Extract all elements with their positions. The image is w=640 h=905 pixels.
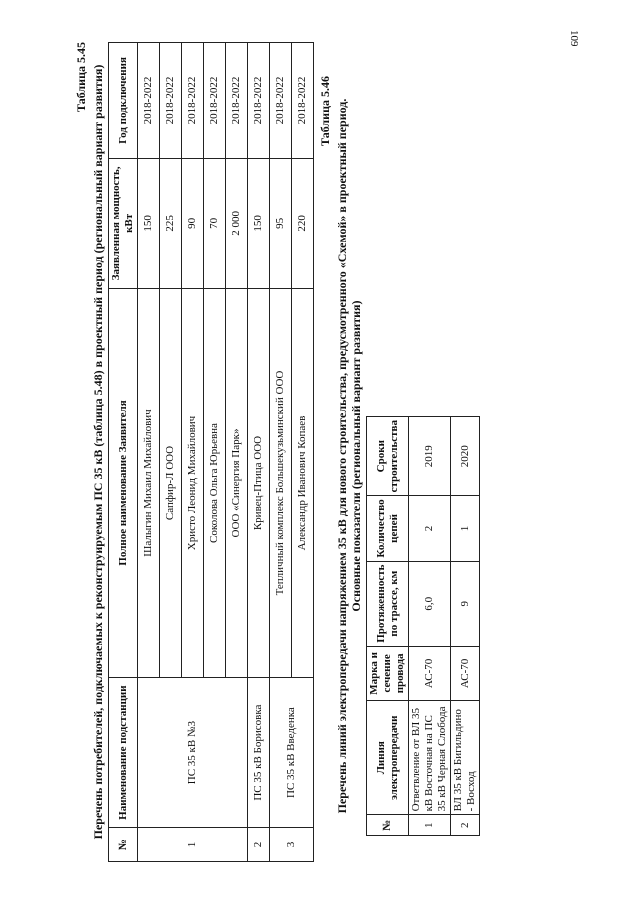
page-number: 109 [568,30,580,47]
applicant-name: Александр Иванович Копаев [292,288,314,677]
applicant-name: Тепличный комплекс Большекузьминский ООО [270,288,292,677]
circuit-count: 2 [409,496,451,561]
table-5-45-block [74,42,314,862]
table-title: Перечень потребителей, подключаемых к реконструируемым ПС 35 кВ (таблица 5.48) в проектный период (региональный вариант развития) [91,64,105,840]
table-row [451,417,480,836]
power-value: 150 [138,158,160,288]
line-name: Ответвление от ВЛ 35 кВ Восточная на ПС 35 кВ Черная Слобода [409,700,451,814]
header-substation: Наименование подстанции [109,678,138,828]
construction-period: 2019 [409,417,451,496]
wire-type: АС-70 [409,646,451,700]
power-value: 70 [204,158,226,288]
power-lines-table [366,416,480,836]
year-value: 2018-2022 [182,43,204,159]
power-value: 150 [248,158,270,288]
row-num: 2 [451,815,480,836]
row-num: 2 [248,828,270,862]
line-length: 6,0 [409,561,451,646]
year-value: 2018-2022 [138,43,160,159]
row-num: 1 [138,828,248,862]
construction-period: 2020 [451,417,480,496]
year-value: 2018-2022 [248,43,270,159]
header-circuits: Количество цепей [367,496,409,561]
applicant-name: Кривец-Птица ООО [248,288,270,677]
circuit-count: 1 [451,496,480,561]
header-wire: Марка и сечение провода [367,646,409,700]
power-value: 225 [160,158,182,288]
table-title: Перечень линий электропередачи напряжением 35 кВ для нового строительства, предусмотренного «Схемой» в проектный период. Основные показатели (региональный вариант развития) [335,98,363,814]
power-value: 220 [292,158,314,288]
row-num: 1 [409,815,451,836]
table-header-row [367,417,409,836]
table-row [138,43,160,862]
table-number: Таблица 5.45 [74,42,88,112]
header-num: № [109,828,138,862]
consumers-table [108,42,314,862]
year-value: 2018-2022 [292,43,314,159]
row-num: 3 [270,828,314,862]
table-row [409,417,451,836]
header-applicant: Полное наименование Заявителя [109,288,138,677]
power-value: 95 [270,158,292,288]
power-value: 90 [182,158,204,288]
wire-type: АС-70 [451,646,480,700]
applicant-name: Шалыгин Михаил Михайлович [138,288,160,677]
table-5-46-block [318,76,480,836]
applicant-name: Соколова Ольга Юрьевна [204,288,226,677]
header-num: № [367,815,409,836]
year-value: 2018-2022 [160,43,182,159]
line-name: ВЛ 35 кВ Бигильдино - Восход [451,700,480,814]
year-value: 2018-2022 [270,43,292,159]
year-value: 2018-2022 [204,43,226,159]
applicant-name: Сапфир-Л ООО [160,288,182,677]
header-power: Заявленная мощность, кВт [109,158,138,288]
table-number: Таблица 5.46 [318,76,332,146]
power-value: 2 000 [226,158,248,288]
table-row [270,43,292,862]
table-row [248,43,270,862]
substation-name: ПС 35 кВ №3 [138,678,248,828]
header-line: Линия электропередачи [367,700,409,814]
applicant-name: ООО «Синергия Парк» [226,288,248,677]
line-length: 9 [451,561,480,646]
year-value: 2018-2022 [226,43,248,159]
header-year: Год подключения [109,43,138,159]
applicant-name: Христо Леонид Михайлович [182,288,204,677]
substation-name: ПС 35 кВ Борисовка [248,678,270,828]
header-period: Сроки строительства [367,417,409,496]
substation-name: ПС 35 кВ Введенка [270,678,314,828]
table-header-row [109,43,138,862]
header-length: Протяженность по трассе, км [367,561,409,646]
